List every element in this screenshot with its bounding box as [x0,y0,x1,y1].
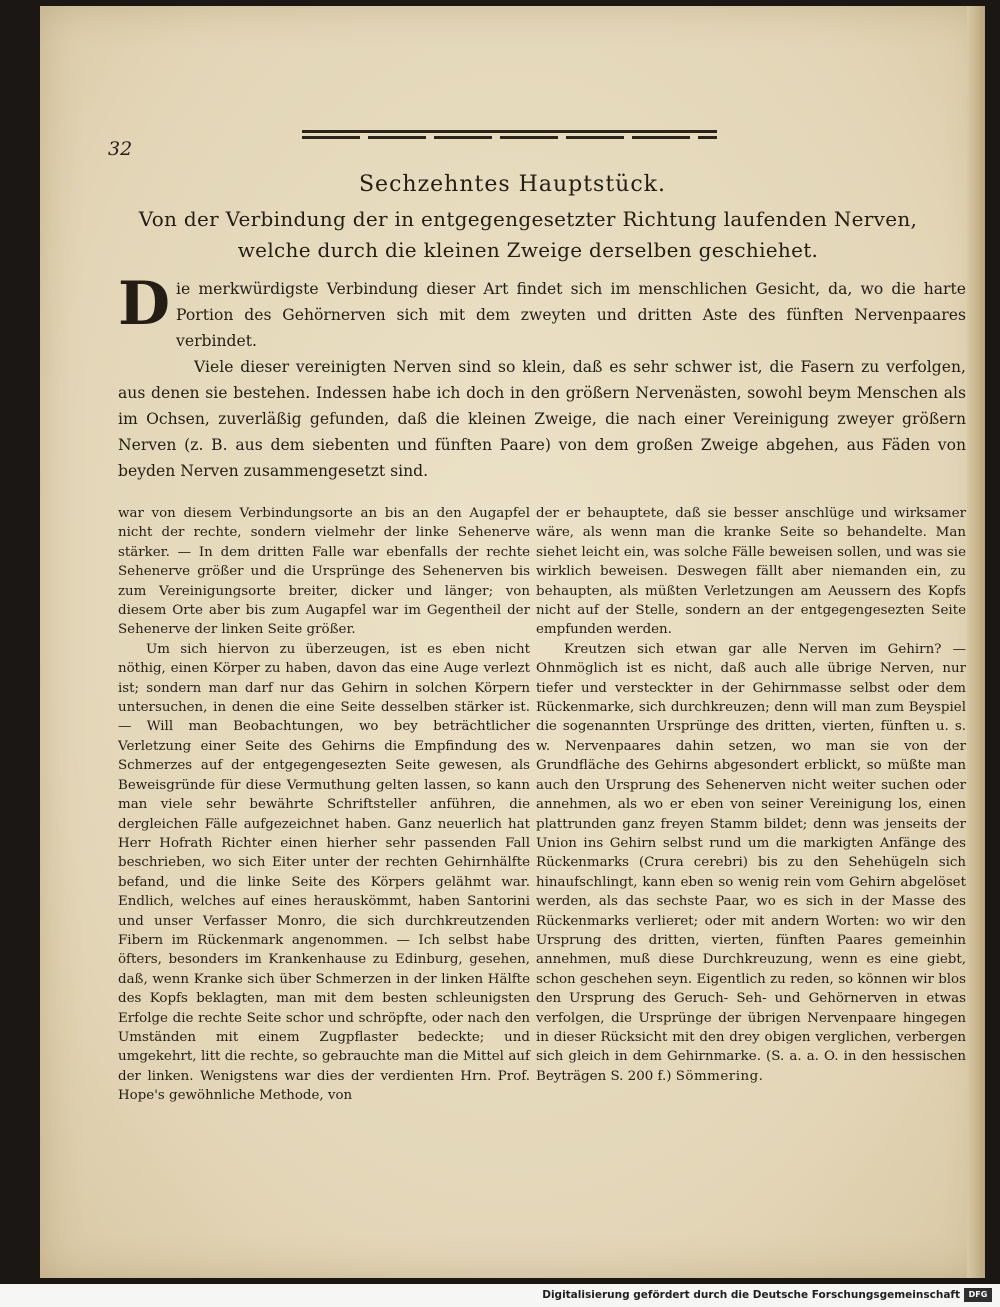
intro-paragraph-1 [118,269,966,354]
right-paragraph-2 [536,640,966,1086]
author-signature: Sömmering. [675,1068,764,1084]
chapter-title: Sechzehntes Hauptstück. [358,172,666,197]
footer-credit-text: Digitalisierung gefördert durch die Deutsche Forschungsgemeinschaft [542,1289,960,1301]
left-paragraph-2: Um sich hiervon zu überzeugen, ist es eben nicht nöthig, einen Körper zu haben, davon das eine Auge verlezt ist; sondern man darf nur das Gehirn in solchen Körpern untersuchen, in denen die eine Seite desselben stärker ist. — Will man Beobachtungen, wo bey beträchtlicher Verletzung einer Seite des Gehirns die Empfindung des Schmerzes auf der entgegengesezten Seite gewesen, als Beweisgründe für diese Vermuthung gelten lassen, so kann man viele sehr bewährte Schriftsteller anführen, die dergleichen Fälle aufgezeichnet haben. Ganz neuerlich hat Herr Hofrath Richter einen hierher sehr passenden Fall beschrieben, wo sich Eiter unter der rechten Gehirnhälfte befand, und die linke Seite des Körpers gelähmt war. Endlich, welches auf eines herauskömmt, haben Santorini und unser Verfasser Monro, die sich durchkreutzenden Fibern im Rückenmark angenommen. — Ich selbst habe öfters, besonders im Krankenhause zu Edinburg, gesehen, daß, wenn Kranke sich über Schmerzen in der linken Hälfte des Kopfs beklagten, man mit dem besten schleunigsten Erfolge die rechte Seite schor und schröpfte, oder nach den Umständen mit einem Zugpflaster bedeckte; und umgekehrt, litt die rechte, so gebrauchte man die Mittel auf der linken. Wenigstens war dies der verdienten Hrn. Prof. Hope's gewöhnliche Methode, von [118,641,530,1104]
header-ornament-rule [302,130,717,144]
left-paragraph-1: war von diesem Verbindungsorte an bis an den Augapfel nicht der rechte, sondern vielmehr der linke Sehenerve stärker. — In dem dritten Falle war ebenfalls der rechte Sehenerve größer und die Ursprünge des Sehenerven bis zum Vereinigungsorte breiter, dicker und länger; von diesem Orte aber bis zum Augapfel war im Gegentheil der Sehenerve der linken Seite größer. [118,506,530,638]
right-paragraph-1: der er behauptete, daß sie besser anschlüge und wirksamer wäre, als wenn man die kranke Seite so behandelte. Man siehet leicht ein, was solche Fälle beweisen sollen, und was sie wirklich beweisen. Deswegen fällt aber niemanden ein, zu behaupten, als müßten Verletzungen am Aeussern des Kopfs nicht auf der Stelle, sondern an der entgegengesezten Seite empfunden werden. [536,506,966,638]
page-number: 32 [108,138,133,160]
intro-text [118,269,966,484]
drop-cap: D [118,269,171,339]
right-paragraph-2-text: Kreutzen sich etwan gar alle Nerven im Gehirn? — Ohnmöglich ist es nicht, daß auch alle übrige Nerven, nur tiefer und versteckter in der Gehirnmasse selbst oder dem Rückenmarke, sich durchkreuzen; denn will man zum Beyspiel die sogenannten Ursprünge des dritten, vierten, fünften u. s. w. Nervenpaares dahin setzen, wo man sie von der Grundfläche des Gehirns abgesondert erblickt, so müßte man auch den Ursprung des Sehenerven nicht weiter suchen oder annehmen, als wo er eben von seiner Vereinigung los, einen plattrunden ganz freyen Stamm bildet; denn was jenseits der Union ins Gehirn selbst rund um die markigten Anfänge des Rückenmarks (Crura cerebri) bis zu den Sehehügeln sich hinaufschlingt, kann eben so wenig rein vom Gehirn abgelöset werden, als das sechste Paar, wo es sich in der Masse des Rückenmarks verlieret; oder mit andern Worten: wo wir den Ursprung des dritten, vierten, fünften Paares gemeinhin annehmen, muß diese Durchkreuzung, wenn es eine giebt, schon geschehen seyn. Eigentlich zu reden, so können wir blos den Ursprung des Geruch- Seh- und Gehörnerven in etwas verfolgen, die Ursprünge der übrigen Nervenpaare hingegen in dieser Rücksicht mit den drey obigen verglichen, verbergen sich gleich in dem Gehirnmarke. (S. a. a. O. in den hessischen Beyträgen S. 200 f.) [536,641,966,1084]
intro-paragraph-1-text: ie merkwürdigste Verbindung dieser Art findet sich im menschlichen Gesicht, da, wo die harte Portion des Gehörnerven sich mit dem zweyten und dritten Aste des fünften Nervenpaares verbindet. [176,280,966,350]
footnote-column-right [536,504,966,1086]
chapter-subtitle: Von der Verbindung der in entgegengesetzter Richtung laufenden Nerven, welche durch die kleinen Zweige derselben geschiehet. [138,207,918,262]
dfg-logo: DFG [964,1288,992,1302]
footnote-column-left [118,504,530,1106]
book-page [40,6,985,1278]
intro-paragraph-2: Viele dieser vereinigten Nerven sind so klein, daß es sehr schwer ist, die Fasern zu verfolgen, aus denen sie bestehen. Indessen habe ich doch in den größern Nervenästen, sowohl beym Menschen als im Ochsen, zuverläßig gefunden, daß die kleinen Zweige, die nach einer Vereinigung zweyer größern Nerven (z. B. aus dem siebenten und fünften Paare) von dem großen Zweige abgehen, aus Fäden von beyden Nerven zusammengesetzt sind. [118,358,966,480]
digitization-footer [0,1284,1000,1307]
